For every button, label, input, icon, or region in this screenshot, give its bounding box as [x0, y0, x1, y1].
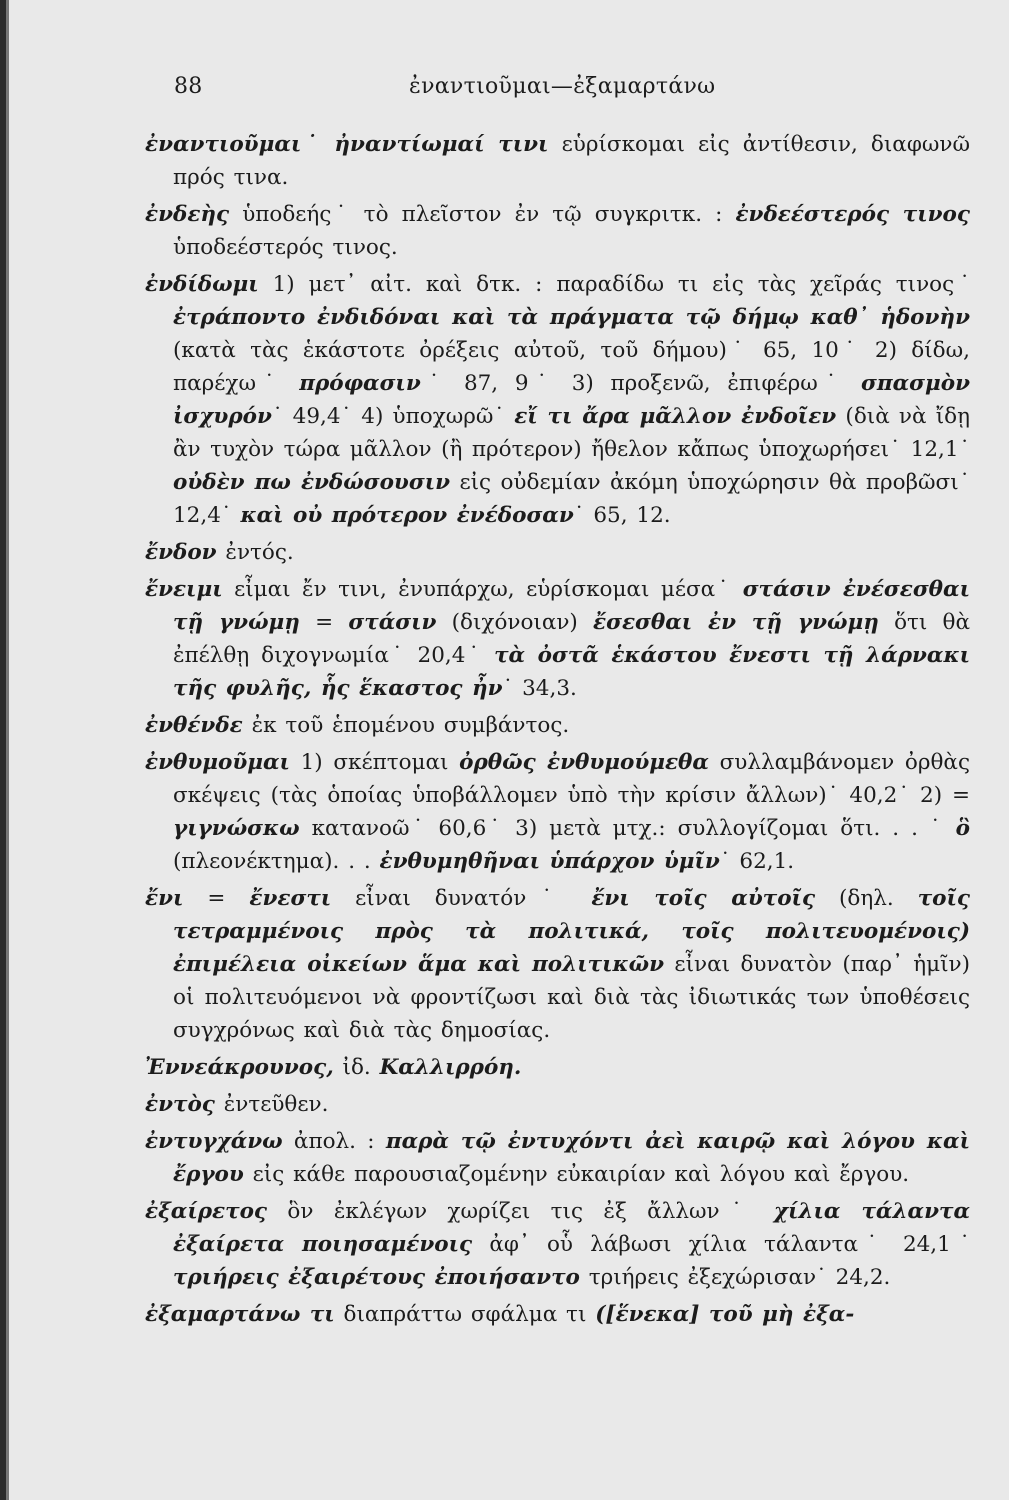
entry-quotation: τὰ ὀστᾶ ἑκάστου ἔνεστι τῇ λάρνακι τῆς φυλῆς, ἧς ἕκαστος ἦν: [173, 643, 970, 701]
entry-definition: ἐκ τοῦ ἑπομένου συμβάντος.: [242, 713, 570, 738]
entry-definition: ˙ 34,3.: [502, 676, 577, 701]
entry-quotation: ἔνι τοῖς αὐτοῖς: [591, 886, 816, 911]
entry-definition: 1) μετ᾽ αἰτ. καὶ δτκ. : παραδίδω τι εἰς τὰς χεῖράς τινος˙: [258, 272, 970, 297]
entry-definition: (διχόνοιαν): [436, 610, 594, 635]
entry-quotation: Καλλιρρόη.: [379, 1055, 522, 1080]
entry-definition: (κατὰ τὰς ἑκάστοτε ὀρέξεις αὐτοῦ, τοῦ δήμου)˙ 65, 10˙ 2) δίδω, παρέχω˙: [173, 338, 970, 396]
entry-lemma: ἔνι: [145, 886, 184, 911]
entry-quotation: ὀρθῶς ἐνθυμούμεθα: [459, 750, 709, 775]
entry-quotation: ([ἕνεκα] τοῦ μὴ ἐξα-: [595, 1302, 855, 1327]
entry-definition: ἐντεῦθεν.: [214, 1092, 329, 1117]
entry-definition: τριήρεις ἐξεχώρισαν˙ 24,2.: [579, 1265, 891, 1290]
entry-lemma: ἐντὸς: [145, 1092, 215, 1117]
entry-definition: εἶναι δυνατόν˙: [331, 886, 592, 911]
entry-definition: διαπράττω σφάλμα τι: [334, 1302, 596, 1327]
entry-definition: (διὰ νὰ ἴδῃ ἂν τυχὸν τώρα μᾶλλον (ἢ πρότερον) ἤθελον κἄπως ὑποχωρήσει˙ 12,1˙: [173, 404, 971, 462]
running-head: ἐναντιοῦμαι—ἐξαμαρτάνω: [409, 74, 716, 99]
entry-quotation: καὶ οὐ πρότερον ἐνέδοσαν: [240, 503, 574, 528]
entry-quotation: εἴ τι ἄρα μᾶλλον ἐνδοῖεν: [514, 404, 837, 429]
entry-quotation: ἐτράποντο ἐνδιδόναι καὶ τὰ πράγματα τῷ δήμῳ καθ᾽ ἡδονὴν: [173, 305, 970, 330]
entry-definition: συλλαμβάνομεν ὀρθὰς σκέψεις (τὰς ὁποίας ὑποβάλλομεν ὑπὸ τὴν κρίσιν ἄλλων)˙ 40,2˙ 2) =: [173, 750, 970, 808]
entry-definition: (πλεονέκτημα). . .: [173, 849, 380, 874]
entry-definition: εἶναι δυνατὸν (παρ᾽ ἡμῖν) οἱ πολιτευόμενοι νὰ φροντίζωσι καὶ διὰ τὰς ἰδιωτικάς των ὑποθέσεις συγχρόνως καὶ διὰ τὰς δημοσίας.: [173, 952, 971, 1043]
entry-lemma: Ἐννεάκρουνος,: [145, 1055, 334, 1080]
dictionary-entry: [145, 1298, 970, 1331]
entry-definition: =: [183, 886, 250, 911]
entry-definition: 1) σκέπτομαι: [289, 750, 460, 775]
entry-definition: =: [299, 610, 349, 635]
dictionary-entry: [145, 882, 970, 1047]
entry-quotation: γιγνώσκω: [173, 816, 300, 841]
page-number: 88: [174, 74, 203, 99]
entry-lemma: ἐξαμαρτάνω τι: [145, 1302, 335, 1327]
entry-quotation: τριήρεις ἐξαιρέτους ἐποιήσαντο: [173, 1265, 580, 1290]
entry-definition: ὑποδεής˙ τὸ πλεῖστον ἐν τῷ συγκριτκ. :: [229, 202, 736, 227]
entry-definition: ὅτι θὰ ἐπέλθῃ διχογνωμία˙ 20,4˙: [173, 610, 971, 668]
dictionary-entry: [145, 128, 970, 194]
entry-quotation: στάσιν: [348, 610, 437, 635]
dictionary-entry: [145, 268, 970, 532]
entry-definition: ˙ 49,4˙ 4) ὑποχωρῶ˙: [271, 404, 515, 429]
entry-definition: εὑρίσκομαι εἰς ἀντίθεσιν, διαφωνῶ πρός τινα.: [173, 132, 971, 190]
entry-quotation: οὐδὲν πω ἐνδώσουσιν: [173, 470, 451, 495]
entry-definition: κατανοῶ˙ 60,6˙ 3) μετὰ μτχ.: συλλογίζομαι ὅτι. . . ˙: [299, 816, 956, 841]
entry-quotation: ὃ: [955, 816, 970, 841]
entry-quotation: σπασμὸν ἰσχυρόν: [173, 371, 970, 429]
dictionary-entry: [145, 1051, 970, 1084]
dictionary-entry: [145, 573, 970, 705]
dictionary-entries: [145, 128, 970, 1335]
entry-lemma: ἐνθυμοῦμαι: [145, 750, 290, 775]
entry-definition: ὑποδεέστερός τινος.: [173, 235, 398, 260]
entry-definition: εἰς οὐδεμίαν ἀκόμη ὑποχώρησιν θὰ προβῶσι˙ 12,4˙: [173, 470, 970, 528]
entry-definition: (δηλ.: [815, 886, 918, 911]
entry-quotation: ἐνδεέστερός τινος: [735, 202, 970, 227]
entry-lemma: ἔνειμι: [145, 577, 223, 602]
entry-definition: ἀπολ. :: [282, 1129, 386, 1154]
dictionary-entry: [145, 746, 970, 878]
entry-quotation: στάσιν ἐνέσεσθαι τῇ γνώμῃ: [173, 577, 970, 635]
dictionary-entry: [145, 536, 970, 569]
dictionary-entry: [145, 1088, 970, 1121]
page-header: [174, 74, 949, 106]
entry-quotation: ἔσεσθαι ἐν τῇ γνώμῃ: [593, 610, 879, 635]
dictionary-entry: [145, 198, 970, 264]
dictionary-entry: [145, 709, 970, 742]
entry-quotation: ἔνεστι: [249, 886, 332, 911]
entry-definition: ˙ 62,1.: [719, 849, 795, 874]
entry-definition: εἰς κάθε παρουσιαζομένην εὐκαιρίαν καὶ λόγου καὶ ἔργου.: [243, 1162, 910, 1187]
entry-definition: ˙ 87, 9˙ 3) προξενῶ, ἐπιφέρω˙: [420, 371, 862, 396]
dictionary-entry: [145, 1125, 970, 1191]
entry-definition: ἰδ.: [333, 1055, 380, 1080]
entry-definition: ὃν ἐκλέγων χωρίζει τις ἐξ ἄλλων˙: [267, 1199, 774, 1224]
entry-definition: ἐντός.: [216, 540, 294, 565]
entry-quotation: χίλια τάλαντα ἐξαίρετα ποιησαμένοις: [173, 1199, 970, 1257]
entry-lemma: ἐντυγχάνω: [145, 1129, 283, 1154]
entry-definition: ˙ 65, 12.: [573, 503, 671, 528]
entry-quotation: πρόφασιν: [299, 371, 421, 396]
entry-lemma: ἐνθένδε: [145, 713, 243, 738]
entry-quotation: παρὰ τῷ ἐντυχόντι ἀεὶ καιρῷ καὶ λόγου καὶ ἔργου: [173, 1129, 970, 1187]
entry-definition: ἀφ᾽ οὗ λάβωσι χίλια τάλαντα˙ 24,1˙: [472, 1232, 970, 1257]
entry-quotation: ἐνθυμηθῆναι ὑπάρχον ὑμῖν: [379, 849, 720, 874]
entry-lemma: ἐναντιοῦμαι˙ ἠναντίωμαί τινι: [145, 132, 549, 157]
entry-lemma: ἐξαίρετος: [145, 1199, 268, 1224]
entry-lemma: ἐνδεὴς: [145, 202, 230, 227]
entry-definition: εἶμαι ἔν τινι, ἐνυπάρχω, εὑρίσκομαι μέσα˙: [222, 577, 743, 602]
entry-lemma: ἔνδον: [145, 540, 217, 565]
entry-quotation: τοῖς τετραμμένοις πρὸς τὰ πολιτικά, τοῖς πολιτευομένοις) ἐπιμέλεια οἰκείων ἅμα καὶ πολιτικῶν: [173, 886, 971, 977]
dictionary-entry: [145, 1195, 970, 1294]
entry-lemma: ἐνδίδωμι: [145, 272, 259, 297]
